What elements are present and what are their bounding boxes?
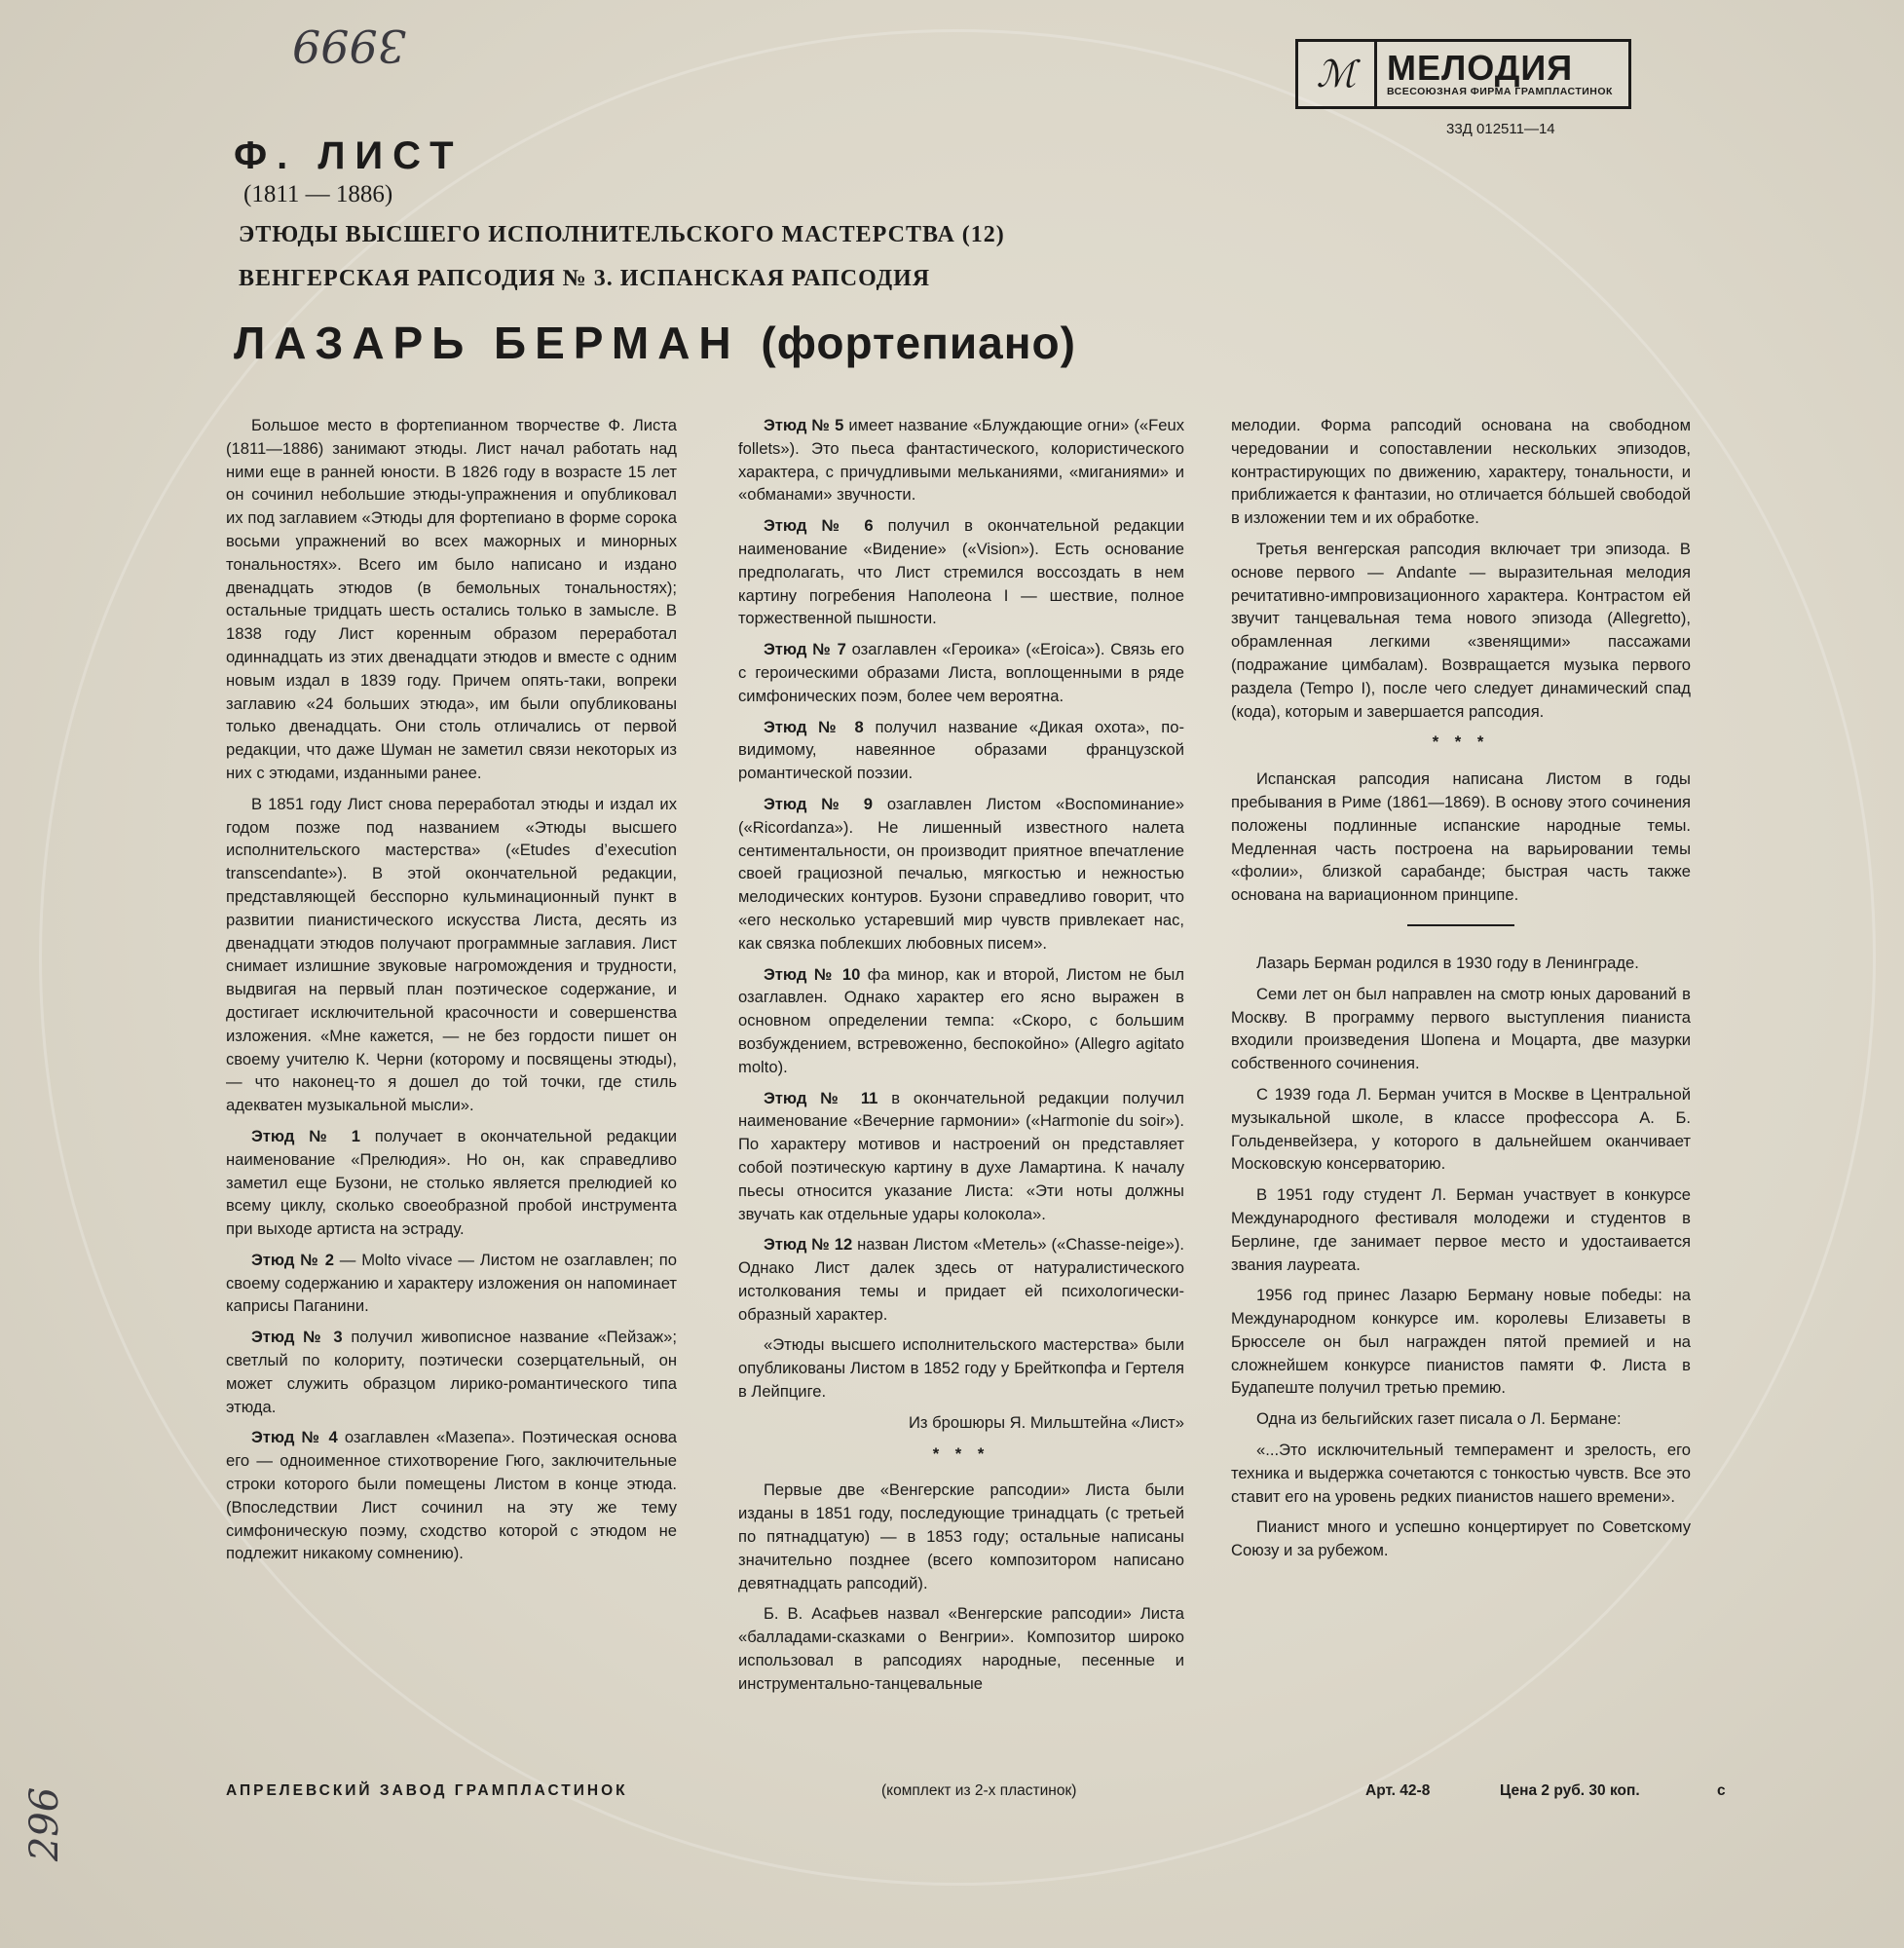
work-title-rhapsodies: ВЕНГЕРСКАЯ РАПСОДИЯ № 3. ИСПАНСКАЯ РАПСОДИЯ [239, 266, 931, 291]
etude-paragraph [738, 1233, 1184, 1326]
text-column-2 [738, 414, 1184, 1704]
performer-name: ЛАЗАРЬ БЕРМАН [234, 318, 740, 368]
etude-label: Этюд № 10 [764, 964, 861, 984]
etude-text: в окончательной редакции получил наименование «Вечерние гармонии» («Harmonie du soir»). По характеру мотивов и настроений он представляет собой поэтическую картину в духе Ламартина. К началу пьесы относится указание Листа: «Эти ноты должны звучать как отдельные удары колокола». [738, 1088, 1184, 1223]
etude-label: Этюд № 4 [251, 1428, 338, 1447]
etude-text: получил название «Дикая охота», по-видимому, навеянное образами французской романтической поэзии. [738, 717, 1184, 783]
text-column-1 [226, 414, 677, 1573]
paragraph: Одна из бельгийских газет писала о Л. Бермане: [1256, 1409, 1622, 1429]
etude-paragraph [738, 963, 1184, 1079]
paragraph: Испанская рапсодия написана Листом в годы пребывания в Риме (1861—1869). В основу этого сочинения положены подлинные испанские народные темы. Медленная часть построена на варьировании темы «фолии», близкой сарабанде; быстрая часть также основана на вариационном принципе. [1231, 769, 1691, 905]
etude-text: получил живописное название «Пейзаж»; светлый по колориту, поэтически созерцательный, он может служить образцом лирико-романтического типа этюда. [226, 1328, 677, 1416]
etude-paragraph [738, 414, 1184, 506]
etude-text: получил в окончательной редакции наименование «Видение» («Vision»). Есть основание предполагать, что Лист стремился воссоздать в нем картину погребения Наполеона I — шествие, полное торжественной пышности. [738, 516, 1184, 628]
etude-label: Этюд № 9 [764, 794, 874, 813]
divider-line [1407, 924, 1514, 926]
etude-label: Этюд № 8 [764, 717, 864, 736]
etude-label: Этюд № 5 [764, 416, 844, 434]
paragraph: мелодии. Форма рапсодий основана на свободном чередовании и сопоставлении нескольких эпизодов, контрастирующих по движению, характеру, тональности, и приближается к фантазии, но отличается бо́льшей свободой в изложении тем и их обработке. [1231, 416, 1691, 528]
paragraph: С 1939 года Л. Берман учится в Москве в Центральной музыкальной школе, в классе профессора А. Б. Гольденвейзера, у которого в дальнейшем оканчивает Московскую консерваторию. [1231, 1084, 1691, 1174]
paragraph: «Этюды высшего исполнительского мастерства» были опубликованы Листом в 1852 году у Брейткопфа и Гертеля в Лейпциге. [738, 1335, 1184, 1402]
performer [234, 317, 1076, 369]
etude-text: озаглавлен Листом «Воспоминание» («Ricordanza»). Не лишенный известного налета сентиментальности, он производит приятное впечатление своей грациозной печалью, мягкостью и нежностью мелодических контуров. Бузони справедливо говорит, что «его несколько устаревший мир чувств привлекает нас, как связка поблекших любовных писем». [738, 794, 1184, 953]
etude-paragraph [738, 514, 1184, 630]
paragraph: Пианист много и успешно концертирует по Советскому Союзу и за рубежом. [1231, 1517, 1691, 1560]
etude-label: Этюд № 12 [764, 1235, 853, 1255]
etude-text: озаглавлен «Героика» («Eroica»). Связь его с героическими образами Листа, воплощенными в ряде симфонических поэм, более чем вероятна. [738, 640, 1184, 705]
etude-label: Этюд № 2 [251, 1250, 334, 1269]
paragraph: Б. В. Асафьев назвал «Венгерские рапсодии» Листа «балладами-сказками о Венгрии». Композитор широко использовал в рапсодиях народные, песенные и инструментально-танцевальные [738, 1604, 1184, 1693]
composer-name: Ф. ЛИСТ [234, 134, 464, 177]
etude-paragraph [226, 1326, 677, 1418]
etude-text: имеет название «Блуждающие огни» («Feux follets»). Это пьеса фантастического, колористического характера, с причудливыми мельканиями, «миганиями» и «обманами» звучности. [738, 416, 1184, 505]
melodiya-mark-icon: ℳ [1298, 42, 1377, 106]
paragraph: Первые две «Венгерские рапсодии» Листа были изданы в 1851 году, последующие тринадцать (с третьей по пятнадцатую) — в 1853 году; остальные написаны значительно позднее (всего композитором написано девятнадцать рапсодий). [738, 1480, 1184, 1592]
logo-text [1377, 48, 1613, 97]
handwritten-number-top: 3999 [292, 19, 407, 72]
performer-instrument: (фортепиано) [761, 318, 1076, 368]
etude-text: фа минор, как и второй, Листом не был озаглавлен. Однако характер его ясно выражен в основном определении темпа: «Скоро, с большим возбуждением, встревоженно, беспокойно» (Allegro agitato molto). [738, 964, 1184, 1076]
etude-text: озаглавлен «Мазепа». Поэтическая основа его — одноименное стихотворение Гюго, заключительные строки которого были помещены Листом в конце этюда. (Впоследствии Лист сочинил на эту же тему симфоническую поэму, сходство которой с этюдом не подлежит никакому сомнению). [226, 1428, 677, 1563]
paragraph: Семи лет он был направлен на смотр юных дарований в Москву. В программу первого выступления пианиста входили произведения Шопена и Моцарта, две мазурки собственного сочинения. [1231, 984, 1691, 1073]
melodiya-logo [1295, 39, 1631, 109]
paragraph: Лазарь Берман родился в 1930 году в Ленинграде. [1256, 953, 1639, 972]
paragraph: Большое место в фортепианном творчестве Ф. Листа (1811—1886) занимают этюды. Лист начал работать над ними еще в ранней юности. В 1826 году в возрасте 15 лет он сочинил небольшие этюды-упражнения и опубликовал их под заглавием «Этюды для фортепиано в форме сорока восьми упражнений во всех мажорных и минорных тональностях». Всего им было написано и издано двенадцать этюдов (в бемольных тональностях); остальные тридцать шесть остались только в замысле. В 1838 году Лист коренным образом переработал одиннадцать из этих двенадцати этюдов и вместе с одним новым издал в 1839 году. Причем опять-таки, вопреки заглавию «24 больших этюда», им были опубликованы только двенадцать. Они столь отличались от первой редакции, что даже Шуман не заметил связи некоторых из них с этюдами, изданными ранее. [226, 416, 677, 782]
set-info: (комплект из 2-х пластинок) [881, 1782, 1077, 1799]
etude-paragraph [738, 793, 1184, 955]
paragraph: «...Это исключительный темперамент и зрелость, его техника и выдержка сочетаются с тонкостью чувств. Все это ставит его на уровень редких пианистов нашего времени». [1231, 1441, 1691, 1506]
source-citation: Из брошюры Я. Мильштейна «Лист» [909, 1412, 1184, 1432]
paragraph: В 1851 году Лист снова переработал этюды и издал их годом позже под названием «Этюды высшего исполнительского мастерства» («Etudes d’execution transcendante»). В этой окончательной редакции, представляющей бесспорно кульминационный пункт в развитии пианистического искусства Листа, десять из двенадцати этюдов получают программные заглавия. Лист снимает излишние звуковые нагромождения и трудности, выдвигая на первый план поэтическое содержание, и достигает исключительной красочности и совершенства изложения. «Мне кажется, — не без гордости пишет он своему учителю К. Черни (которому и посвящены этюды), — что наконец-то я дошел до той точки, где стиль адекватен музыкальной мысли». [226, 794, 677, 1115]
etude-label: Этюд № 6 [764, 516, 874, 536]
etude-paragraph [226, 1426, 677, 1565]
paragraph: В 1951 году студент Л. Берман участвует в конкурсе Международного фестиваля молодежи и студентов в Берлине, где занимает первое место и удостаивается звания лауреата. [1231, 1185, 1691, 1274]
price: Цена 2 руб. 30 коп. [1500, 1782, 1640, 1799]
etude-paragraph [738, 716, 1184, 785]
etude-text: — Molto vivace — Листом не озаглавлен; по своему содержанию и характеру изложения он напоминает каприсы Паганини. [226, 1250, 677, 1316]
paragraph: Третья венгерская рапсодия включает три эпизода. В основе первого — Andante — выразительная мелодия речитативно-импровизационного характера. Контрастом ей звучит танцевальная тема нового эпизода (Allegretto), обрамленная легкими «звенящими» пассажами (подражание цимбалам). Возвращается музыка первого раздела (Tempo I), после чего следует динамический спад (кода), которым и завершается рапсодия. [1231, 539, 1691, 721]
etude-label: Этюд № 7 [764, 640, 846, 659]
etude-label: Этюд № 1 [251, 1126, 360, 1145]
etude-paragraph [226, 1125, 677, 1241]
etude-paragraph [738, 638, 1184, 707]
text-column-3 [1231, 414, 1691, 1570]
catalog-number: 33Д 012511—14 [1446, 121, 1555, 137]
paragraph: 1956 год принес Лазарю Берману новые победы: на Международном конкурсе им. королевы Елизаветы в Брюсселе он был награжден пятой премией и на сложнейшем конкурсе пианистов памяти Ф. Листа в Будапеште получил третью премию. [1231, 1286, 1691, 1398]
section-separator: * * * [1432, 732, 1490, 752]
etude-label: Этюд № 3 [251, 1328, 343, 1347]
footer-mark: с [1717, 1782, 1726, 1799]
handwritten-number-side: 296 [22, 1786, 68, 1862]
factory-name: АПРЕЛЕВСКИЙ ЗАВОД ГРАМПЛАСТИНОК [226, 1782, 628, 1799]
etude-paragraph [738, 1087, 1184, 1226]
etude-text: назван Листом «Метель» («Chasse-neige»). Однако Лист далек здесь от натуралистического истолкования темы и придает ей психологически-образный характер. [738, 1235, 1185, 1324]
work-title-etudes: ЭТЮДЫ ВЫСШЕГО ИСПОЛНИТЕЛЬСКОГО МАСТЕРСТВА (12) [239, 222, 1005, 247]
etude-paragraph [226, 1249, 677, 1318]
etude-text: получает в окончательной редакции наименование «Прелюдия». Но он, как справедливо заметил еще Бузони, не столько является прелюдией ко всему циклу, сколько своеобразной пробой инструмента при выходе артиста на эстраду. [226, 1126, 677, 1239]
section-separator: * * * [932, 1443, 990, 1463]
article-number: Арт. 42-8 [1365, 1782, 1431, 1799]
composer-years: (1811 — 1886) [243, 181, 393, 207]
brand-subtitle: ВСЕСОЮЗНАЯ ФИРМА ГРАМПЛАСТИНОК [1387, 86, 1613, 97]
etude-label: Этюд № 11 [764, 1088, 878, 1107]
brand-name: МЕЛОДИЯ [1387, 48, 1574, 88]
